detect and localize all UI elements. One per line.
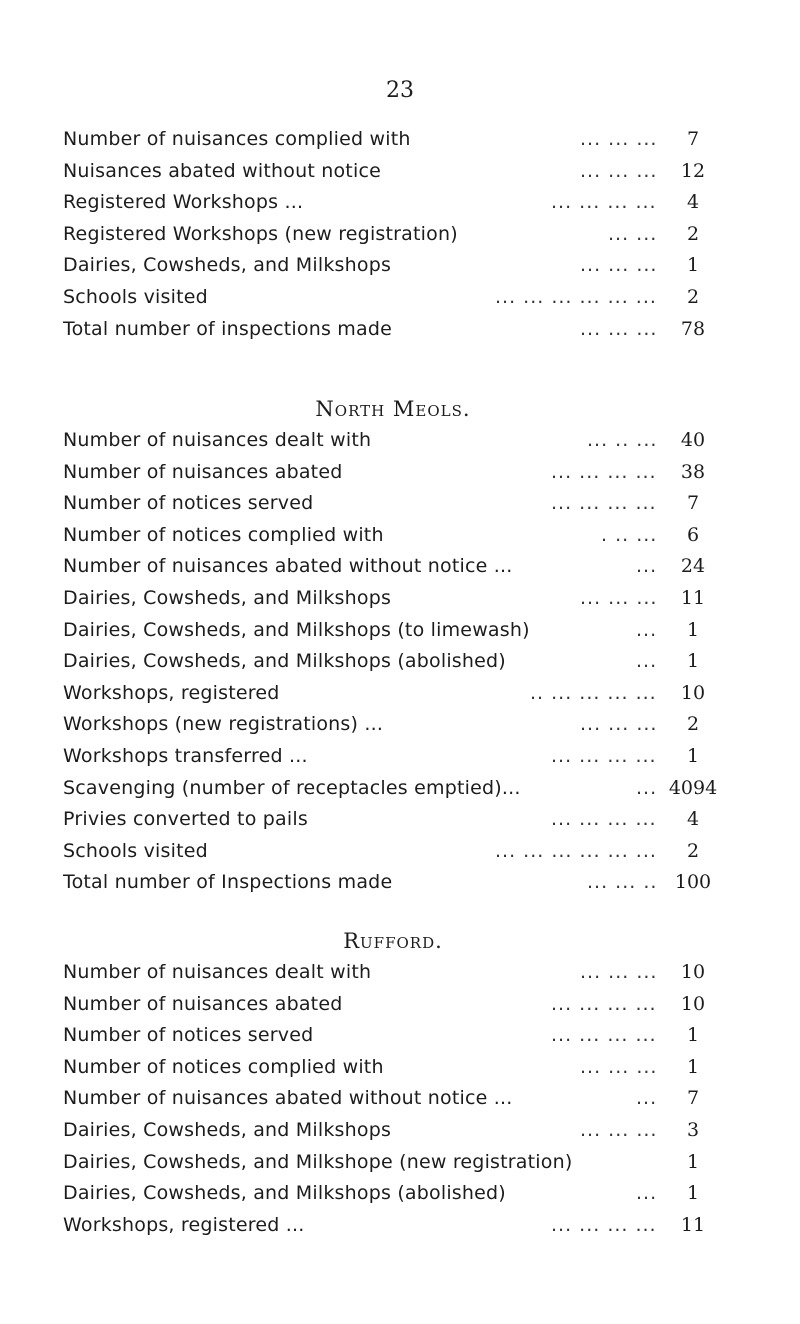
row-leader-dots: ... ... ... ... [551, 191, 657, 214]
row-leader-dots: ... ... ... [580, 961, 658, 983]
table-row [63, 156, 723, 188]
table-row [63, 314, 723, 346]
row-label: Dairies, Cowsheds, and Milkshops (abolished) [63, 650, 506, 673]
table-row [63, 520, 723, 552]
row-value: 7 [686, 1087, 700, 1110]
row-label: Dairies, Cowsheds, and Milkshops [63, 1118, 392, 1141]
row-value: 4 [686, 808, 700, 831]
row-leader-dots: ... ... ... [580, 254, 658, 277]
row-leader-dots: ... ... ... [580, 586, 658, 609]
row-label: Workshops transferred ... [63, 744, 308, 767]
row-value: 4094 [668, 776, 718, 799]
table-row [63, 488, 723, 520]
table-row [63, 1115, 723, 1147]
row-value: 10 [680, 681, 706, 704]
section-general [63, 124, 723, 345]
row-label: Number of nuisances dealt with [63, 429, 372, 451]
row-label: Privies converted to pails [63, 808, 308, 831]
row-label: Number of nuisances abated without notice ... [63, 555, 513, 578]
table-row [63, 741, 723, 773]
row-value: 12 [680, 159, 706, 182]
row-label: Scavenging (number of receptacles emptied)... [63, 776, 521, 799]
row-value: 7 [686, 128, 700, 150]
page-number: 23 [386, 78, 414, 103]
row-label: Registered Workshops (new registration) [63, 222, 458, 245]
table-row [63, 187, 723, 219]
row-value: 78 [680, 317, 706, 340]
row-label: Total number of inspections made [63, 317, 393, 340]
row-leader-dots: ... ... .. [587, 871, 658, 894]
row-leader-dots: ... ... ... [580, 1118, 658, 1141]
table-row [63, 957, 723, 989]
row-label: Nuisances abated without notice [63, 159, 381, 182]
row-label: Dairies, Cowsheds, and Milkshops (abolished) [63, 1182, 506, 1205]
table-row [63, 1083, 723, 1115]
table-row [63, 836, 723, 868]
row-value: 2 [686, 222, 700, 245]
row-leader-dots: ... ... ... [580, 713, 658, 736]
row-leader-dots: ... ... [608, 222, 658, 245]
row-label: Number of nuisances dealt with [63, 961, 372, 983]
row-value: 24 [680, 555, 706, 578]
row-label: Number of nuisances abated [63, 460, 343, 483]
table-row [63, 646, 723, 678]
row-label: Dairies, Cowsheds, and Milkshops (to limewash) [63, 618, 530, 641]
row-value: 1 [686, 1150, 700, 1173]
table-row [63, 615, 723, 647]
row-label: Number of nuisances abated [63, 992, 343, 1015]
row-label: Number of notices served [63, 1024, 314, 1047]
row-label: Number of nuisances complied with [63, 128, 411, 150]
row-value: 1 [686, 254, 700, 277]
row-leader-dots: ... ... ... [580, 128, 658, 150]
table-row [63, 1147, 723, 1179]
row-label: Workshops, registered ... [63, 1213, 305, 1236]
row-value: 4 [686, 191, 700, 214]
row-leader-dots: ... [636, 618, 658, 641]
table-row [63, 804, 723, 836]
row-label: Workshops, registered [63, 681, 280, 704]
row-leader-dots: .. ... ... ... ... [530, 681, 657, 704]
table-row [63, 867, 723, 899]
row-leader-dots: . .. ... [601, 523, 658, 546]
row-value: 10 [680, 961, 706, 983]
row-value: 11 [680, 586, 706, 609]
row-value: 1 [686, 618, 700, 641]
row-leader-dots: ... ... ... ... [551, 992, 657, 1015]
row-leader-dots: ... ... ... ... [551, 808, 657, 831]
row-leader-dots: ... ... ... [580, 317, 658, 340]
row-leader-dots: ... ... ... ... [551, 460, 657, 483]
section-heading: North Meols. [315, 397, 471, 421]
row-value: 3 [686, 1118, 700, 1141]
table-row [63, 124, 723, 156]
table-row [63, 989, 723, 1021]
row-value: 2 [686, 839, 700, 862]
row-leader-dots: ... [636, 1087, 658, 1110]
row-leader-dots: ... ... ... [580, 159, 658, 182]
row-leader-dots: ... ... ... ... ... ... [495, 839, 657, 862]
row-label: Number of notices complied with [63, 523, 384, 546]
row-label: Workshops (new registrations) ... [63, 713, 384, 736]
row-leader-dots: ... .. ... [587, 429, 658, 451]
table-row [63, 219, 723, 251]
section-rufford [63, 925, 723, 1241]
row-leader-dots: ... [636, 650, 658, 673]
table-row [63, 678, 723, 710]
row-leader-dots: ... ... ... ... ... ... [495, 285, 657, 308]
table-row [63, 282, 723, 314]
row-leader-dots: ... [636, 776, 658, 799]
row-value: 38 [680, 460, 706, 483]
row-label: Total number of Inspections made [63, 871, 393, 894]
row-label: Schools visited [63, 285, 208, 308]
table-row [63, 1020, 723, 1052]
row-label: Dairies, Cowsheds, and Milkshops [63, 254, 392, 277]
section-heading: Rufford. [343, 929, 443, 953]
row-leader-dots: ... ... ... ... [551, 744, 657, 767]
row-value: 6 [686, 523, 700, 546]
row-value: 7 [686, 492, 700, 515]
row-value: 1 [686, 744, 700, 767]
table-row [63, 551, 723, 583]
row-label: Dairies, Cowsheds, and Milkshope (new registration) [63, 1150, 573, 1173]
row-label: Number of nuisances abated without notice ... [63, 1087, 513, 1110]
row-leader-dots: ... [636, 555, 658, 578]
table-row [63, 1052, 723, 1084]
row-value: 1 [686, 1055, 700, 1078]
row-leader-dots: ... ... ... ... [551, 1213, 657, 1236]
row-value: 11 [680, 1213, 706, 1236]
table-row [63, 1178, 723, 1210]
row-value: 1 [686, 1182, 700, 1205]
row-value: 2 [686, 285, 700, 308]
table-row [63, 709, 723, 741]
row-value: 10 [680, 992, 706, 1015]
row-leader-dots: ... ... ... ... [551, 492, 657, 515]
row-value: 1 [686, 650, 700, 673]
row-value: 100 [674, 871, 712, 894]
row-label: Number of notices complied with [63, 1055, 384, 1078]
row-label: Dairies, Cowsheds, and Milkshops [63, 586, 392, 609]
table-row [63, 773, 723, 805]
row-leader-dots: ... ... ... ... [551, 1024, 657, 1047]
row-value: 40 [680, 429, 706, 451]
table-row [63, 583, 723, 615]
table-row [63, 1210, 723, 1242]
row-leader-dots: ... ... ... [580, 1055, 658, 1078]
table-row [63, 457, 723, 489]
row-label: Registered Workshops ... [63, 191, 304, 214]
section-north-meols [63, 393, 723, 899]
row-leader-dots: ... [636, 1182, 658, 1205]
row-label: Schools visited [63, 839, 208, 862]
row-value: 1 [686, 1024, 700, 1047]
table-row [63, 425, 723, 457]
row-value: 2 [686, 713, 700, 736]
row-label: Number of notices served [63, 492, 314, 515]
table-row [63, 250, 723, 282]
